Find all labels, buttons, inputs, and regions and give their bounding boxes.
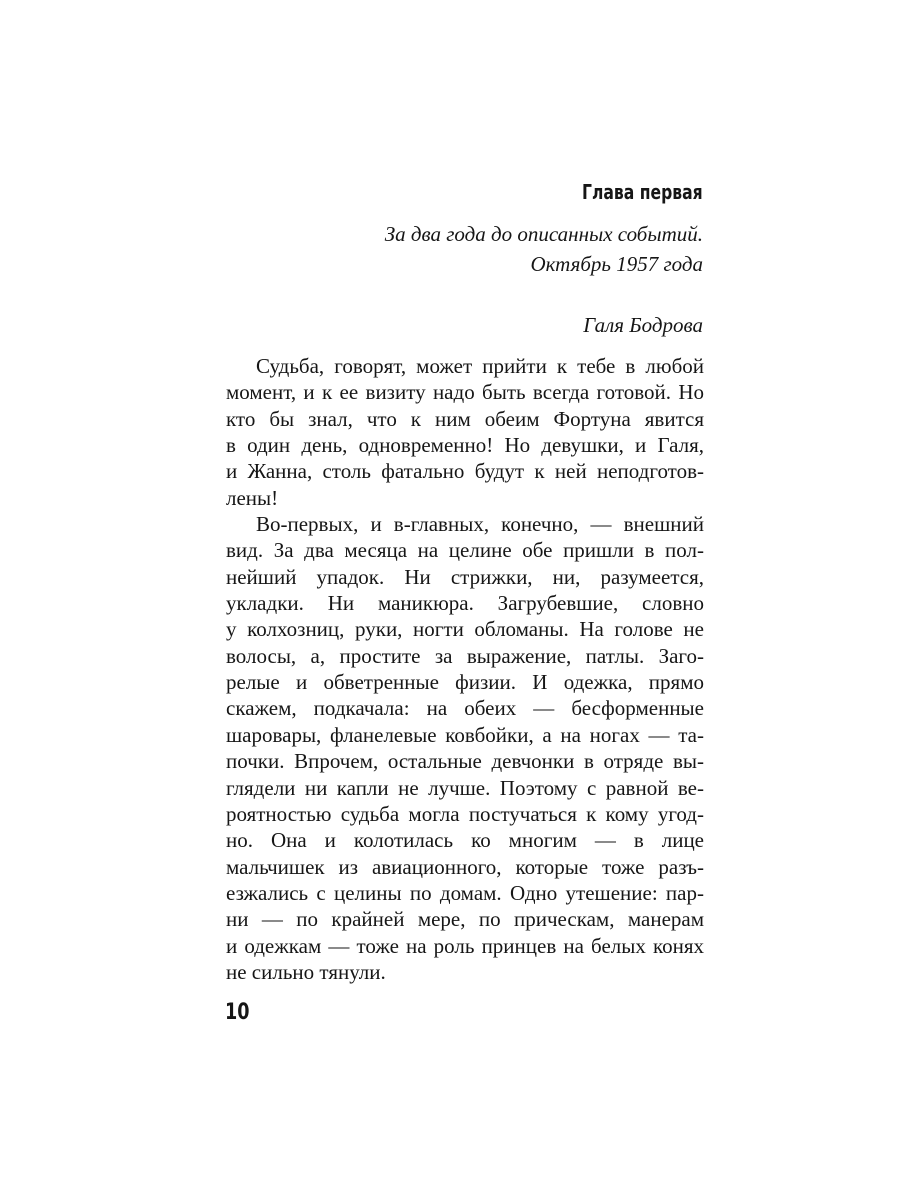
text-line: укладки. Ни маникюра. Загрубевшие, словно xyxy=(226,591,704,616)
text-line: почки. Впрочем, остальные девчонки в отряде вы- xyxy=(226,749,704,774)
text-line: у колхозниц, руки, ногти обломаны. На голове не xyxy=(226,617,704,642)
text-line: но. Она и колотилась ко многим — в лице xyxy=(226,828,704,853)
text-line: и одежкам — тоже на роль принцев на белых конях xyxy=(226,933,704,958)
epigraph-line: За два года до описанных событий. xyxy=(384,222,703,246)
text-line: и Жанна, столь фатально будут к ней неподготов- xyxy=(226,459,704,484)
epigraph-line: Октябрь 1957 года xyxy=(530,252,703,276)
narrator-heading: Галя Бодрова xyxy=(583,313,703,337)
text-line: Во-первых, и в-главных, конечно, — внешний xyxy=(256,512,704,537)
text-line: езжались с целины по домам. Одно утешение: пар- xyxy=(226,880,704,905)
text-line: роятностью судьба могла постучаться к кому угод- xyxy=(226,801,704,826)
text-line: в один день, одновременно! Но девушки, и Галя, xyxy=(226,433,704,458)
text-line: ни — по крайней мере, по прическам, манерам xyxy=(226,907,704,932)
text-line: релые и обветренные физии. И одежка, прямо xyxy=(226,670,704,695)
body-text xyxy=(226,353,704,985)
text-line: нейший упадок. Ни стрижки, ни, разумеется, xyxy=(226,564,704,589)
text-line: момент, и к ее визиту надо быть всегда готовой. Но xyxy=(226,380,704,405)
text-line: мальчишек из авиационного, которые тоже разъ- xyxy=(226,854,704,879)
text-line: волосы, а, простите за выражение, патлы. Заго- xyxy=(226,643,704,668)
chapter-title: Глава первая xyxy=(582,180,703,204)
page-number: 10 xyxy=(225,1000,250,1025)
text-line: кто бы знал, что к ним обеим Фортуна явится xyxy=(226,406,704,431)
text-line: не сильно тянули. xyxy=(226,959,386,984)
text-line: Судьба, говорят, может прийти к тебе в любой xyxy=(256,354,704,378)
text-line: лены! xyxy=(226,485,279,510)
text-line: глядели ни капли не лучше. Поэтому с равной ве- xyxy=(226,775,704,800)
text-line: скажем, подкачала: на обеих — бесформенные xyxy=(226,696,704,721)
text-line: шаровары, фланелевые ковбойки, а на ногах — та- xyxy=(226,722,704,747)
text-line: вид. За два месяца на целине обе пришли в пол- xyxy=(226,538,704,563)
epigraph xyxy=(385,219,703,279)
